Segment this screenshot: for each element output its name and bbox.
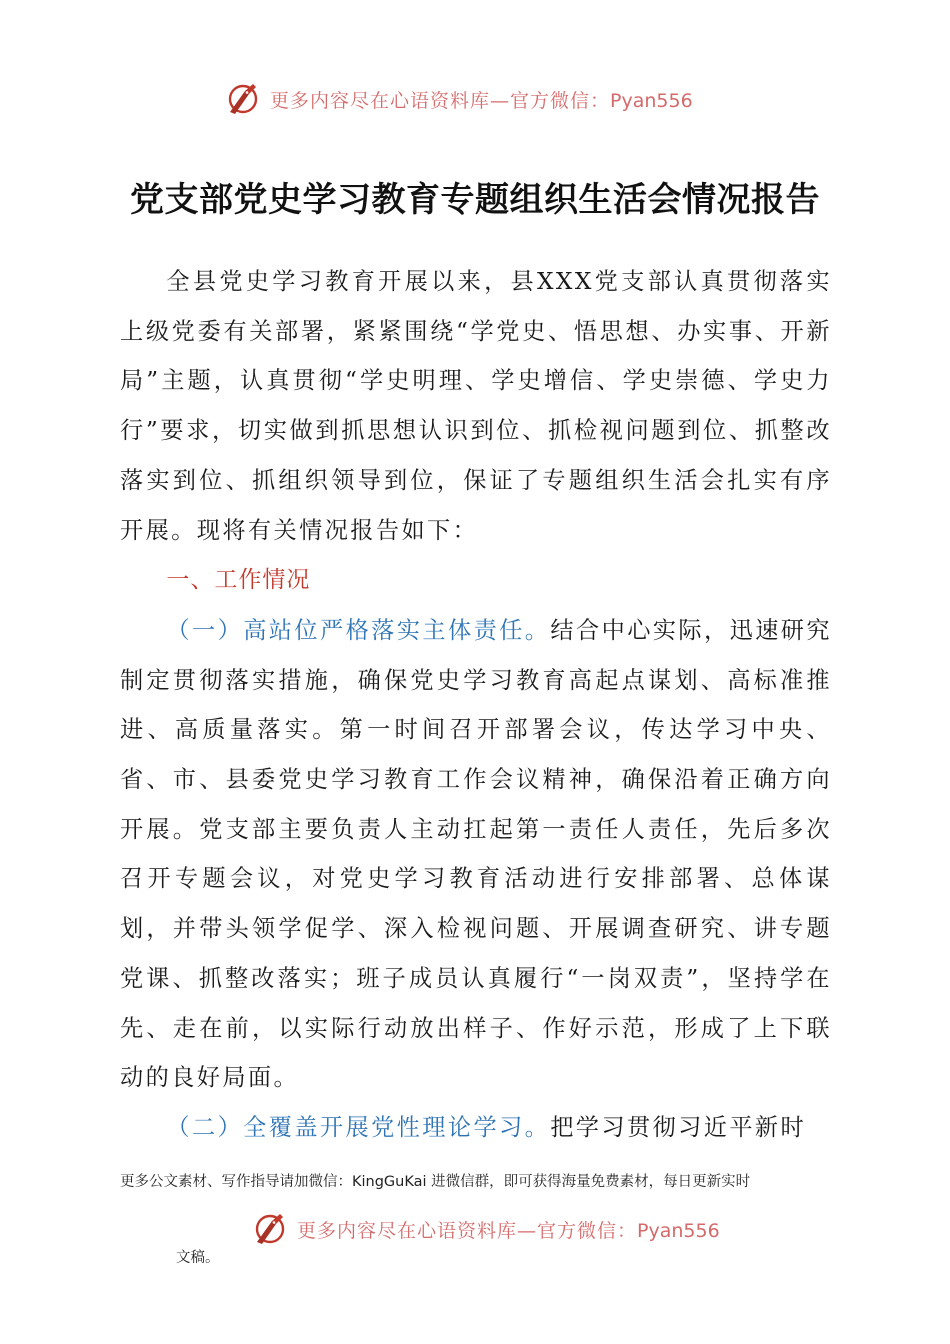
subsection-1-text: 结合中心实际，迅速研究制定贯彻落实措施，确保党史学习教育高起点谋划、高标准推进、高质量落实。第一时间召开部署会议，传达学习中央、省、市、县委党史学习教育工作会议精神，确保沿着正确方向开展。党支部主要负责人主动扛起第一责任人责任，先后多次召开专题会议，对党史学习教育活动进行安排部署、总体谋划，并带头领学促学、深入检视问题、开展调查研究、讲专题党课、抓整改落实；班子成员认真履行“一岗双责”，坚持学在先、走在前，以实际行动放出样子、作好示范，形成了上下联动的良好局面。 — [120, 616, 832, 1092]
header-watermark — [226, 82, 693, 116]
section-heading-text: 一、工作情况 — [166, 567, 311, 594]
watermark-text: 更多内容尽在心语资料库—官方微信：Pyan556 — [270, 89, 693, 112]
document-body — [120, 257, 832, 1153]
subsection-2-paragraph — [120, 1103, 832, 1153]
subsection-2-text: 把学习贯彻习近平新时 — [550, 1113, 807, 1141]
footer-note-end: 文稿。 — [176, 1250, 220, 1266]
subsection-2-heading: （二）全覆盖开展党性理论学习。 — [166, 1113, 551, 1141]
subsection-1-paragraph — [120, 606, 832, 1103]
footer-note: 更多公文素材、写作指导请加微信：KingGuKai 进微信群，即可获得海量免费素材，每日更新实时 — [120, 1174, 751, 1190]
pen-nib-logo-icon — [226, 82, 262, 116]
subsection-1-heading: （一）高站位严格落实主体责任。 — [166, 616, 551, 644]
intro-paragraph: 全县党史学习教育开展以来，县XXX党支部认真贯彻落实上级党委有关部署，紧紧围绕“学党史、悟思想、办实事、开新局”主题，认真贯彻“学史明理、学史增信、学史崇德、学史力行”要求，切实做到抓思想认识到位、抓检视问题到位、抓整改落实到位、抓组织领导到位，保证了专题组织生活会扎实有序开展。现将有关情况报告如下： — [120, 268, 832, 544]
watermark-text: 更多内容尽在心语资料库—官方微信：Pyan556 — [297, 1219, 720, 1242]
section-heading — [120, 555, 832, 606]
footer-watermark — [253, 1212, 720, 1246]
pen-nib-logo-icon — [253, 1212, 289, 1246]
document-title: 党支部党史学习教育专题组织生活会情况报告 — [130, 180, 820, 220]
